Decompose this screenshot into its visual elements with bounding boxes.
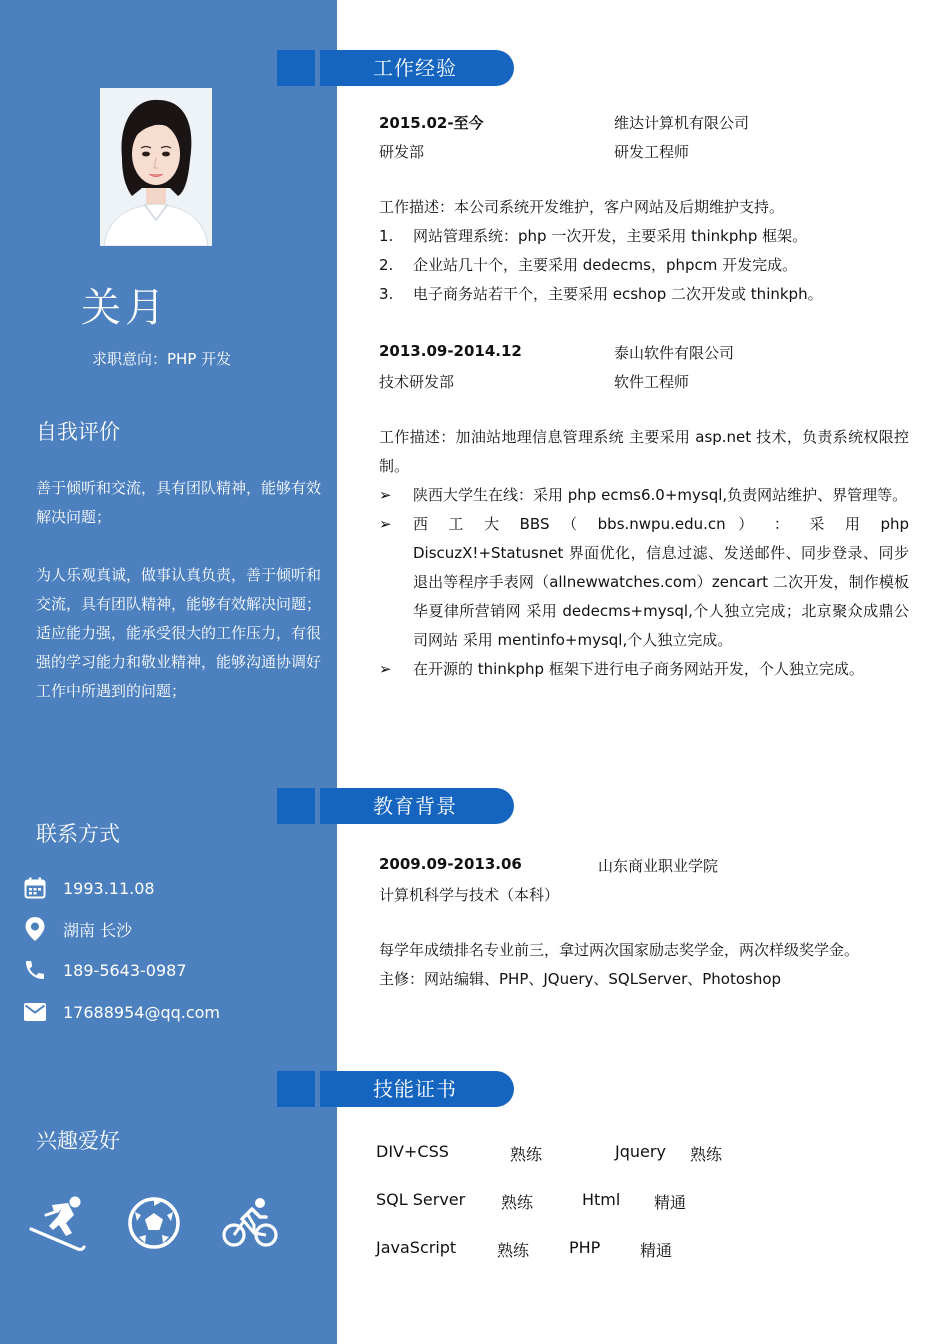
job-period: 2013.09-2014.12	[379, 342, 522, 360]
list-text: 网站管理系统：php 一次开发，主要采用 thinkphp 框架。	[413, 227, 808, 245]
job-intent: 求职意向：PHP 开发	[92, 350, 232, 368]
self-eval-paragraph: 为人乐观真诚，做事认真负责，善于倾听和交流，具有团队精神，能够有效解决问题；	[36, 566, 322, 613]
work-section-title: 工作经验	[320, 50, 514, 86]
skill-level: 精通	[640, 1241, 673, 1260]
contact-email-text: 17688954@qq.com	[63, 1002, 221, 1022]
list-item	[379, 510, 909, 655]
job-desc-text: 工作描述：本公司系统开发维护，客户网站及后期维护支持。	[379, 198, 785, 216]
contact-location	[22, 914, 132, 944]
skill-name: JavaScript	[376, 1238, 457, 1257]
job-description	[379, 423, 909, 684]
skill-name: Html	[582, 1190, 621, 1209]
contact-phone	[22, 955, 187, 985]
arrow-bullet-icon: ➢	[379, 486, 392, 504]
mail-icon	[22, 999, 48, 1025]
list-marker: 3.	[379, 285, 394, 303]
skill-level: 熟练	[497, 1241, 530, 1260]
skill-name: DIV+CSS	[376, 1142, 449, 1161]
section-marker	[277, 788, 315, 824]
arrow-bullet-icon: ➢	[379, 515, 392, 533]
profile-photo	[100, 88, 212, 246]
self-eval-paragraph: 适应能力强，能承受很大的工作压力，有很强的学习能力和敬业精神，能够沟通协调好工作中所遇到的问题；	[36, 624, 322, 700]
job-position: 软件工程师	[614, 373, 690, 391]
contact-phone-text: 189-5643-0987	[63, 960, 187, 980]
hobbies-heading: 兴趣爱好	[36, 1129, 120, 1153]
list-item	[379, 481, 909, 510]
skiing-icon	[28, 1193, 88, 1253]
job-department: 研发部	[379, 143, 425, 161]
skill-level: 熟练	[690, 1145, 723, 1164]
list-item	[379, 655, 909, 684]
self-eval-heading: 自我评价	[36, 420, 120, 444]
section-marker	[277, 1071, 315, 1107]
list-item	[379, 280, 909, 309]
list-text: 电子商务站若干个，主要采用 ecshop 二次开发或 thinkph。	[413, 285, 823, 303]
job-position: 研发工程师	[614, 143, 690, 161]
cycling-icon	[220, 1193, 280, 1253]
education-major: 计算机科学与技术（本科）	[379, 886, 560, 904]
skill-level: 精通	[654, 1193, 687, 1212]
self-eval-paragraph: 善于倾听和交流，具有团队精神，能够有效解决问题；	[36, 479, 322, 526]
skill-name: PHP	[569, 1238, 601, 1257]
job-department: 技术研发部	[379, 373, 455, 391]
list-marker: 2.	[379, 256, 394, 274]
calendar-icon	[22, 875, 48, 901]
education-section-title: 教育背景	[320, 788, 514, 824]
self-eval-text	[36, 474, 326, 706]
contact-heading: 联系方式	[36, 822, 120, 846]
education-school: 山东商业职业学院	[598, 857, 719, 875]
skill-name: Jquery	[615, 1142, 666, 1161]
contact-location-text: 湖南 长沙	[63, 920, 133, 940]
section-marker	[277, 50, 315, 86]
job-desc-text: 工作描述：加油站地理信息管理系统 主要采用 asp.net 技术，负责系统权限控制。	[379, 428, 909, 475]
education-detail-line: 每学年成绩排名专业前三，拿过两次国家励志奖学金，两次样级奖学金。	[379, 941, 860, 959]
phone-icon	[22, 957, 48, 983]
skills-section-title: 技能证书	[320, 1071, 514, 1107]
skill-level: 熟练	[510, 1145, 543, 1164]
candidate-name: 关月	[81, 285, 169, 331]
list-text: 企业站几十个，主要采用 dedecms，phpcm 开发完成。	[413, 256, 798, 274]
education-details	[379, 936, 909, 994]
list-text: 陕西大学生在线：采用 php ecms6.0+mysql,负责网站维护、界管理等。	[413, 486, 908, 504]
list-text: 西 工 大 BBS （ bbs.nwpu.edu.cn ） ： 采 用 php DiscuzX!+Statusnet 界面优化，信息过滤、发送邮件、同步登录、同步退出等程序手表网（allnewwatches.com）zencart 二次开发，制作模板华夏律所营销网 采用 dedecms+mysql,个人独立完成；北京聚众成鼎公司网站 采用 mentinfo+mysql,个人独立完成。	[413, 515, 909, 649]
list-marker: 1.	[379, 227, 394, 245]
education-detail-line: 主修：网站编辑、PHP、JQuery、SQLServer、Photoshop	[379, 970, 782, 988]
skill-level: 熟练	[501, 1193, 534, 1212]
job-company: 维达计算机有限公司	[614, 114, 750, 132]
job-company: 泰山软件有限公司	[614, 344, 735, 362]
list-item	[379, 251, 909, 280]
soccer-ball-icon	[125, 1193, 185, 1253]
job-period: 2015.02-至今	[379, 114, 484, 132]
list-text: 在开源的 thinkphp 框架下进行电子商务网站开发，个人独立完成。	[413, 660, 864, 678]
job-description	[379, 193, 909, 309]
contact-birth	[22, 873, 155, 903]
contact-birth-text: 1993.11.08	[63, 878, 155, 898]
contact-email	[22, 997, 220, 1027]
list-item	[379, 222, 909, 251]
skill-name: SQL Server	[376, 1190, 466, 1209]
education-period: 2009.09-2013.06	[379, 855, 522, 873]
arrow-bullet-icon: ➢	[379, 660, 392, 678]
location-pin-icon	[22, 916, 48, 942]
